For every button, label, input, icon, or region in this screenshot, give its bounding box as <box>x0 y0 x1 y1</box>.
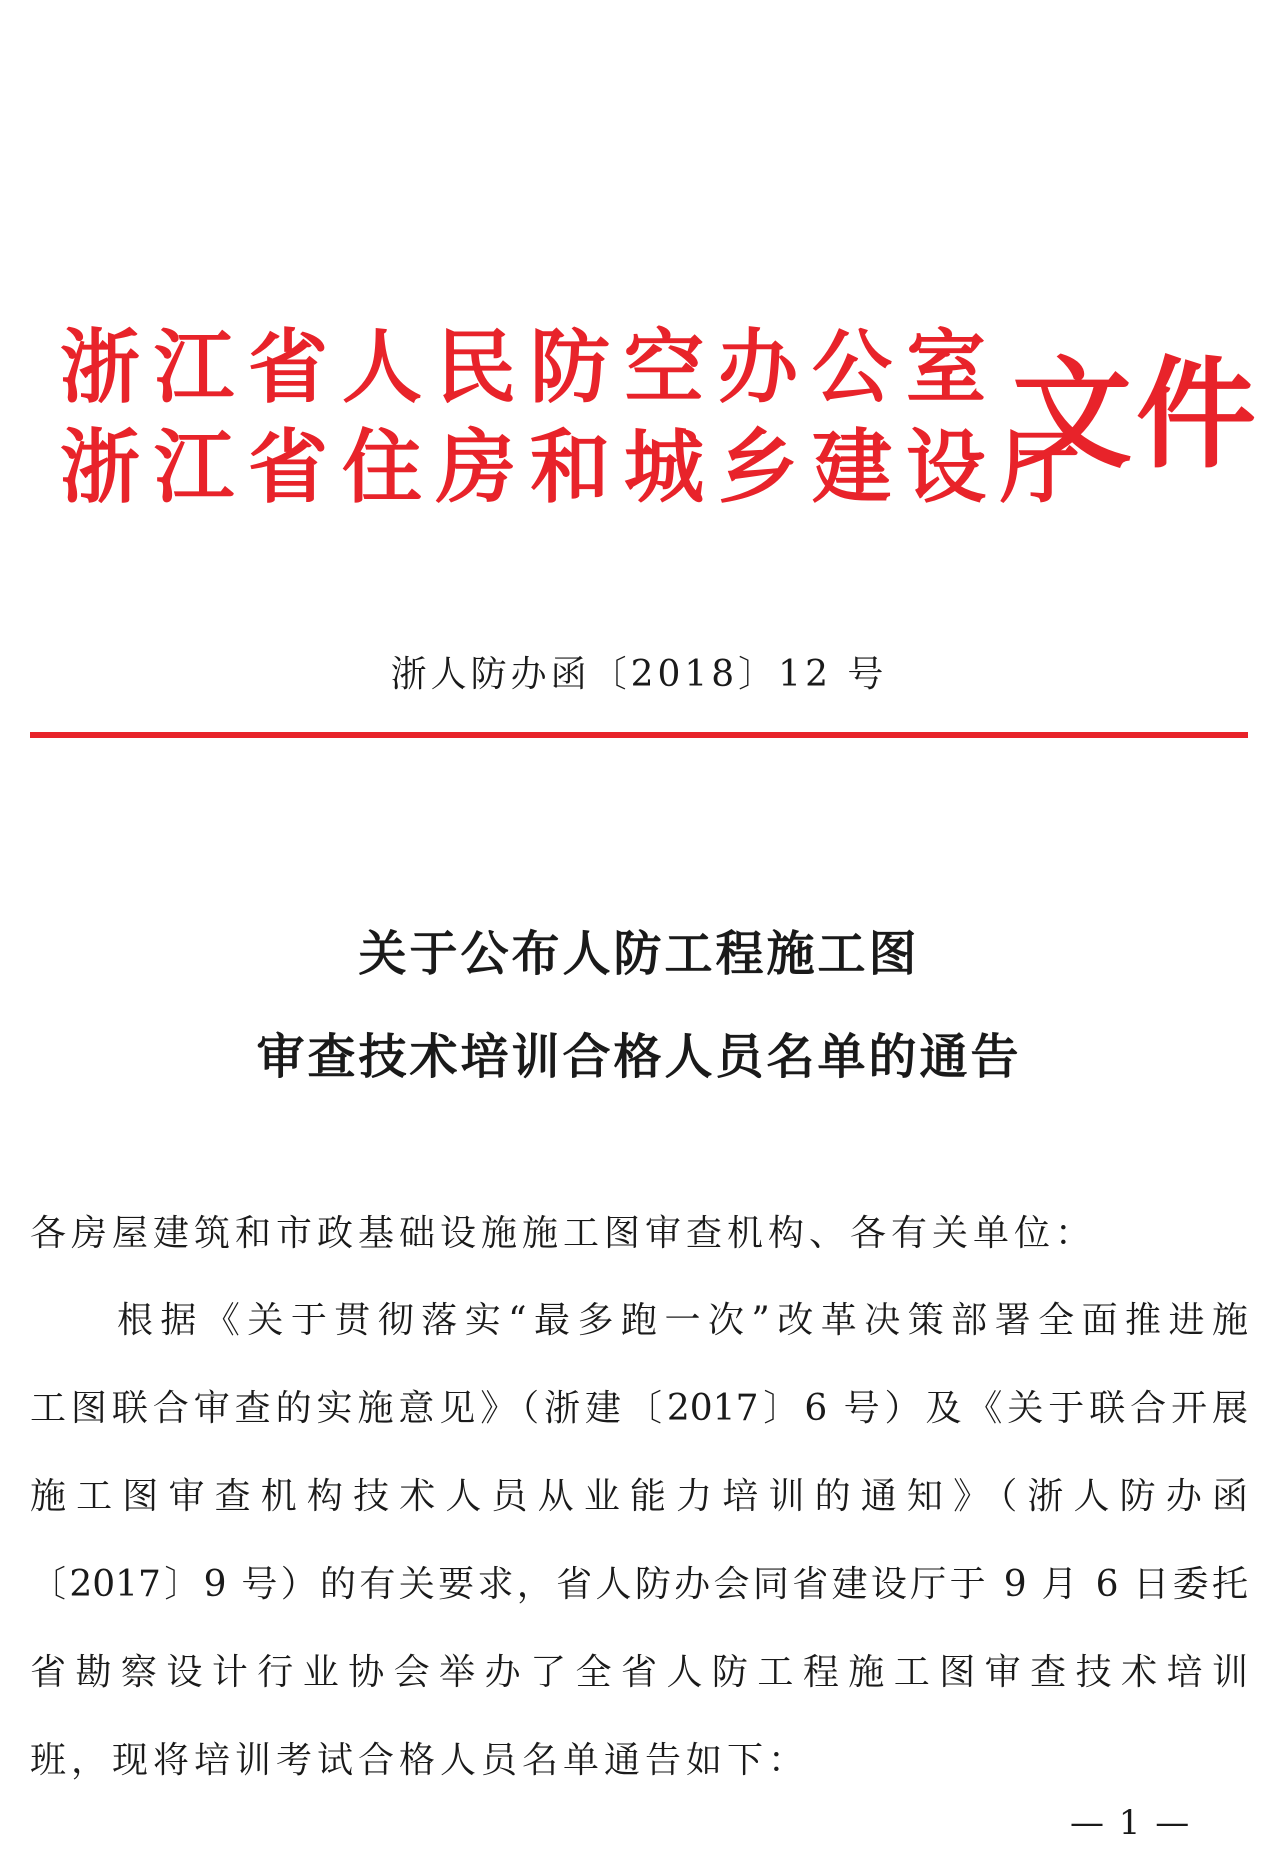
body-line-3: 施工图审查机构技术人员从业能力培训的通知》（浙人防办函 <box>30 1476 1248 1517</box>
document-header <box>60 318 1260 518</box>
issuer-name-2: 浙江省住房和城乡建设厅 <box>60 421 1094 514</box>
salutation: 各房屋建筑和市政基础设施施工图审查机构、各有关单位： <box>30 1213 1097 1254</box>
issuer-name-1: 浙江省人民防空办公室 <box>60 321 1000 414</box>
body-line-2: 工图联合审查的实施意见》（浙建〔2017〕6 号）及《关于联合开展 <box>30 1388 1248 1429</box>
document-kind-label: 文件 <box>1012 346 1260 485</box>
body-line-1: 根据《关于贯彻落实“最多跑一次”改革决策部署全面推进施 <box>30 1300 1248 1341</box>
document-title-line-1: 关于公布人防工程施工图 <box>358 926 920 982</box>
header-divider <box>30 732 1248 738</box>
document-number: 浙人防办函〔2018〕12 号 <box>390 654 888 695</box>
document-title-line-2: 审查技术培训合格人员名单的通告 <box>256 1029 1022 1085</box>
body-line-5: 省勘察设计行业协会举办了全省人防工程施工图审查技术培训 <box>30 1652 1248 1693</box>
page-number: — 1 — <box>1070 1803 1192 1843</box>
body-line-6: 班，现将培训考试合格人员名单通告如下： <box>30 1740 810 1781</box>
body-line-4: 〔2017〕9 号）的有关要求，省人防办会同省建设厅于 9 月 6 日委托 <box>30 1564 1248 1605</box>
